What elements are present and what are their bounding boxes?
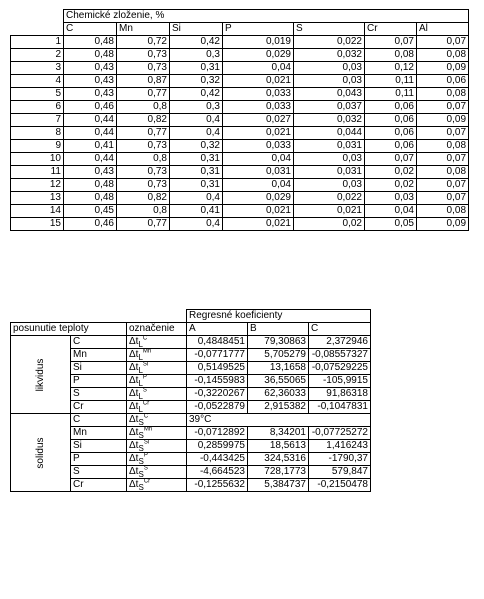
symbol-cell [127, 388, 187, 401]
table-row [11, 140, 469, 153]
symbol-superscript: Si [143, 439, 150, 446]
element-cell: Cr [71, 479, 127, 492]
symbol-cell [127, 414, 187, 427]
data-cell: 0,07 [365, 36, 417, 49]
coef-a: 0,5149525 [187, 362, 248, 375]
coef-c: -0,1047831 [309, 401, 371, 414]
coef-b: 5,705279 [248, 349, 309, 362]
data-cell: 0,73 [117, 166, 170, 179]
delta-symbol: Δt [129, 453, 139, 464]
column-header: S [294, 23, 365, 36]
solidus-c-note: 39°C [187, 414, 371, 427]
data-cell: 0,48 [64, 179, 117, 192]
data-cell: 0,48 [64, 192, 117, 205]
coef-b: 62,36033 [248, 388, 309, 401]
table-title-row [11, 310, 371, 323]
coef-b: 2,915382 [248, 401, 309, 414]
data-cell: 0,032 [294, 49, 365, 62]
coef-a: -0,1255632 [187, 479, 248, 492]
coef-a: -4,664523 [187, 466, 248, 479]
data-cell: 0,03 [294, 75, 365, 88]
symbol-superscript: Si [142, 361, 149, 368]
row-number: 13 [11, 192, 64, 205]
symbol-subscript: S [138, 418, 144, 427]
data-cell: 0,08 [417, 205, 469, 218]
data-cell: 0,07 [417, 127, 469, 140]
data-cell: 0,05 [365, 218, 417, 231]
table-row [11, 336, 371, 349]
data-cell: 0,32 [170, 140, 223, 153]
symbol-subscript: L [138, 392, 143, 401]
column-header: Si [170, 23, 223, 36]
symbol-cell [127, 336, 187, 349]
table-row [11, 36, 469, 49]
data-cell: 0,08 [417, 49, 469, 62]
symbol-superscript: Mn [143, 426, 153, 433]
data-cell: 0,021 [223, 205, 294, 218]
data-cell: 0,43 [64, 75, 117, 88]
data-cell: 0,044 [294, 127, 365, 140]
coef-a: 0,2859975 [187, 440, 248, 453]
data-cell: 0,08 [417, 88, 469, 101]
data-cell: 0,06 [365, 140, 417, 153]
data-cell: 0,8 [117, 205, 170, 218]
data-cell: 0,021 [223, 75, 294, 88]
column-header-label: označenie [127, 323, 187, 336]
data-cell: 0,44 [64, 153, 117, 166]
table-header-row [11, 23, 469, 36]
data-cell: 0,06 [365, 101, 417, 114]
table-row [11, 62, 469, 75]
data-cell: 0,02 [365, 179, 417, 192]
data-cell: 0,48 [64, 36, 117, 49]
data-cell: 0,022 [294, 36, 365, 49]
symbol-subscript: S [138, 444, 144, 453]
regression-coefficients-table [10, 309, 371, 492]
row-number: 2 [11, 49, 64, 62]
element-cell: Cr [71, 401, 127, 414]
data-cell: 0,77 [117, 218, 170, 231]
column-header-b: B [248, 323, 309, 336]
table-row [11, 205, 469, 218]
symbol-subscript: L [138, 379, 143, 388]
data-cell: 0,07 [417, 101, 469, 114]
symbol-subscript: L [138, 353, 143, 362]
column-header-a: A [187, 323, 248, 336]
data-cell: 0,82 [117, 114, 170, 127]
data-cell: 0,77 [117, 127, 170, 140]
symbol-cell [127, 427, 187, 440]
data-cell: 0,41 [170, 205, 223, 218]
data-cell: 0,4 [170, 218, 223, 231]
data-cell: 0,06 [365, 114, 417, 127]
data-cell: 0,44 [64, 114, 117, 127]
data-cell: 0,4 [170, 127, 223, 140]
data-cell: 0,03 [294, 153, 365, 166]
data-cell: 0,45 [64, 205, 117, 218]
symbol-superscript: P [142, 374, 147, 381]
delta-symbol: Δt [129, 388, 139, 399]
data-cell: 0,42 [170, 88, 223, 101]
data-cell: 0,022 [294, 192, 365, 205]
data-cell: 0,73 [117, 140, 170, 153]
symbol-superscript: S [143, 465, 148, 472]
symbol-subscript: L [138, 366, 143, 375]
symbol-subscript: S [138, 483, 144, 492]
symbol-cell [127, 375, 187, 388]
data-cell: 0,43 [64, 62, 117, 75]
data-cell: 0,73 [117, 49, 170, 62]
column-header: Cr [365, 23, 417, 36]
coef-b: 324,5316 [248, 453, 309, 466]
coef-c: -105,9915 [309, 375, 371, 388]
coef-a: 0,4848451 [187, 336, 248, 349]
data-cell: 0,019 [223, 36, 294, 49]
data-cell: 0,031 [223, 166, 294, 179]
column-header: Al [417, 23, 469, 36]
column-header: Mn [117, 23, 170, 36]
data-cell: 0,031 [294, 166, 365, 179]
data-cell: 0,037 [294, 101, 365, 114]
row-number: 5 [11, 88, 64, 101]
table-row [11, 192, 469, 205]
delta-symbol: Δt [129, 479, 139, 490]
data-cell: 0,08 [365, 49, 417, 62]
symbol-subscript: L [138, 405, 143, 414]
data-cell: 0,03 [294, 179, 365, 192]
table-title-row [11, 10, 469, 23]
data-cell: 0,43 [64, 166, 117, 179]
row-number: 4 [11, 75, 64, 88]
element-cell: S [71, 466, 127, 479]
data-cell: 0,07 [417, 192, 469, 205]
coef-a: -0,1455983 [187, 375, 248, 388]
table-row [11, 153, 469, 166]
delta-symbol: Δt [129, 336, 139, 347]
data-cell: 0,03 [365, 192, 417, 205]
symbol-subscript: S [138, 470, 144, 479]
element-cell: P [71, 453, 127, 466]
liquidus-group-label [11, 336, 71, 414]
data-cell: 0,44 [64, 127, 117, 140]
data-cell: 0,87 [117, 75, 170, 88]
data-cell: 0,031 [294, 140, 365, 153]
coef-c: -0,2150478 [309, 479, 371, 492]
element-cell: S [71, 388, 127, 401]
row-number: 1 [11, 36, 64, 49]
data-cell: 0,73 [117, 179, 170, 192]
coef-a: -0,0771777 [187, 349, 248, 362]
data-cell: 0,07 [417, 36, 469, 49]
symbol-superscript: Cr [142, 400, 150, 407]
data-cell: 0,82 [117, 192, 170, 205]
chemical-composition-table [10, 9, 469, 231]
data-cell: 0,03 [294, 62, 365, 75]
data-cell: 0,021 [223, 218, 294, 231]
solidus-label: solidus [34, 436, 46, 469]
data-cell: 0,12 [365, 62, 417, 75]
data-cell: 0,04 [365, 205, 417, 218]
data-cell: 0,31 [170, 153, 223, 166]
symbol-superscript: Cr [143, 478, 151, 485]
row-number: 14 [11, 205, 64, 218]
data-cell: 0,4 [170, 192, 223, 205]
symbol-subscript: L [138, 340, 143, 349]
table-row [11, 49, 469, 62]
data-cell: 0,08 [417, 140, 469, 153]
element-cell: C [71, 336, 127, 349]
coef-b: 18,5613 [248, 440, 309, 453]
row-number: 11 [11, 166, 64, 179]
data-cell: 0,07 [365, 153, 417, 166]
column-header: P [223, 23, 294, 36]
data-cell: 0,41 [64, 140, 117, 153]
data-cell: 0,3 [170, 101, 223, 114]
column-header: C [64, 23, 117, 36]
row-number: 7 [11, 114, 64, 127]
data-cell: 0,31 [170, 166, 223, 179]
data-cell: 0,07 [417, 179, 469, 192]
data-cell: 0,02 [365, 166, 417, 179]
data-cell: 0,04 [223, 62, 294, 75]
table-row [11, 166, 469, 179]
data-cell: 0,032 [294, 114, 365, 127]
column-header-c: C [309, 323, 371, 336]
data-cell: 0,04 [223, 179, 294, 192]
data-cell: 0,72 [117, 36, 170, 49]
data-cell: 0,09 [417, 114, 469, 127]
coef-c: 579,847 [309, 466, 371, 479]
data-cell: 0,06 [365, 127, 417, 140]
coef-a: -0,0712892 [187, 427, 248, 440]
coef-c: 2,372946 [309, 336, 371, 349]
table-row [11, 179, 469, 192]
data-cell: 0,033 [223, 101, 294, 114]
symbol-superscript: C [143, 413, 149, 420]
liquidus-label: likvidus [34, 358, 46, 391]
data-cell: 0,31 [170, 179, 223, 192]
coef-b: 13,1658 [248, 362, 309, 375]
symbol-cell [127, 362, 187, 375]
data-cell: 0,06 [417, 75, 469, 88]
symbol-superscript: C [142, 335, 148, 342]
data-cell: 0,77 [117, 88, 170, 101]
coef-b: 36,55065 [248, 375, 309, 388]
delta-symbol: Δt [129, 466, 139, 477]
data-cell: 0,09 [417, 218, 469, 231]
symbol-subscript: S [138, 431, 144, 440]
data-cell: 0,46 [64, 101, 117, 114]
element-cell: Si [71, 440, 127, 453]
coef-b: 79,30863 [248, 336, 309, 349]
table-row [11, 114, 469, 127]
table-row [11, 127, 469, 140]
delta-symbol: Δt [129, 427, 139, 438]
coef-c: -1790,37 [309, 453, 371, 466]
data-cell: 0,029 [223, 49, 294, 62]
data-cell: 0,73 [117, 62, 170, 75]
solidus-group-label [11, 414, 71, 492]
table-row [11, 75, 469, 88]
symbol-subscript: S [138, 457, 144, 466]
element-cell: Mn [71, 427, 127, 440]
coef-b: 8,34201 [248, 427, 309, 440]
data-cell: 0,07 [417, 153, 469, 166]
row-number: 3 [11, 62, 64, 75]
symbol-cell [127, 479, 187, 492]
symbol-cell [127, 401, 187, 414]
delta-symbol: Δt [129, 375, 139, 386]
element-cell: Mn [71, 349, 127, 362]
data-cell: 0,027 [223, 114, 294, 127]
column-header-shift: posunutie teploty [11, 323, 127, 336]
data-cell: 0,46 [64, 218, 117, 231]
symbol-cell [127, 453, 187, 466]
data-cell: 0,021 [294, 205, 365, 218]
row-number: 6 [11, 101, 64, 114]
table-row [11, 218, 469, 231]
coef-b: 728,1773 [248, 466, 309, 479]
data-cell: 0,43 [64, 88, 117, 101]
symbol-superscript: P [143, 452, 148, 459]
coef-c: -0,07529225 [309, 362, 371, 375]
coef-b: 5,384737 [248, 479, 309, 492]
delta-symbol: Δt [129, 349, 139, 360]
symbol-cell [127, 440, 187, 453]
data-cell: 0,3 [170, 49, 223, 62]
data-cell: 0,029 [223, 192, 294, 205]
delta-symbol: Δt [129, 414, 139, 425]
data-cell: 0,033 [223, 88, 294, 101]
coef-c: -0,07725272 [309, 427, 371, 440]
symbol-cell [127, 349, 187, 362]
table-row [11, 101, 469, 114]
table-row [11, 88, 469, 101]
coef-a: -0,443425 [187, 453, 248, 466]
symbol-superscript: Mn [142, 348, 152, 355]
data-cell: 0,08 [417, 166, 469, 179]
row-number: 8 [11, 127, 64, 140]
data-cell: 0,31 [170, 62, 223, 75]
row-number: 12 [11, 179, 64, 192]
row-number: 10 [11, 153, 64, 166]
data-cell: 0,02 [294, 218, 365, 231]
coef-c: 1,416243 [309, 440, 371, 453]
element-cell: P [71, 375, 127, 388]
table-header-row [11, 323, 371, 336]
delta-symbol: Δt [129, 440, 139, 451]
delta-symbol: Δt [129, 362, 139, 373]
data-cell: 0,48 [64, 49, 117, 62]
element-cell: Si [71, 362, 127, 375]
coef-c: -0,08557327 [309, 349, 371, 362]
coef-a: -0,3220267 [187, 388, 248, 401]
data-cell: 0,32 [170, 75, 223, 88]
data-cell: 0,42 [170, 36, 223, 49]
data-cell: 0,11 [365, 75, 417, 88]
data-cell: 0,043 [294, 88, 365, 101]
data-cell: 0,021 [223, 127, 294, 140]
table-row [11, 414, 371, 427]
table-title: Regresné koeficienty [187, 310, 371, 323]
symbol-superscript: S [142, 387, 147, 394]
data-cell: 0,033 [223, 140, 294, 153]
data-cell: 0,8 [117, 153, 170, 166]
table-title: Chemické zloženie, % [64, 10, 469, 23]
data-cell: 0,04 [223, 153, 294, 166]
data-cell: 0,4 [170, 114, 223, 127]
data-cell: 0,8 [117, 101, 170, 114]
coef-c: 91,86318 [309, 388, 371, 401]
element-cell: C [71, 414, 127, 427]
row-number: 9 [11, 140, 64, 153]
delta-symbol: Δt [129, 401, 139, 412]
data-cell: 0,11 [365, 88, 417, 101]
symbol-cell [127, 466, 187, 479]
data-cell: 0,09 [417, 62, 469, 75]
row-number: 15 [11, 218, 64, 231]
coef-a: -0,0522879 [187, 401, 248, 414]
